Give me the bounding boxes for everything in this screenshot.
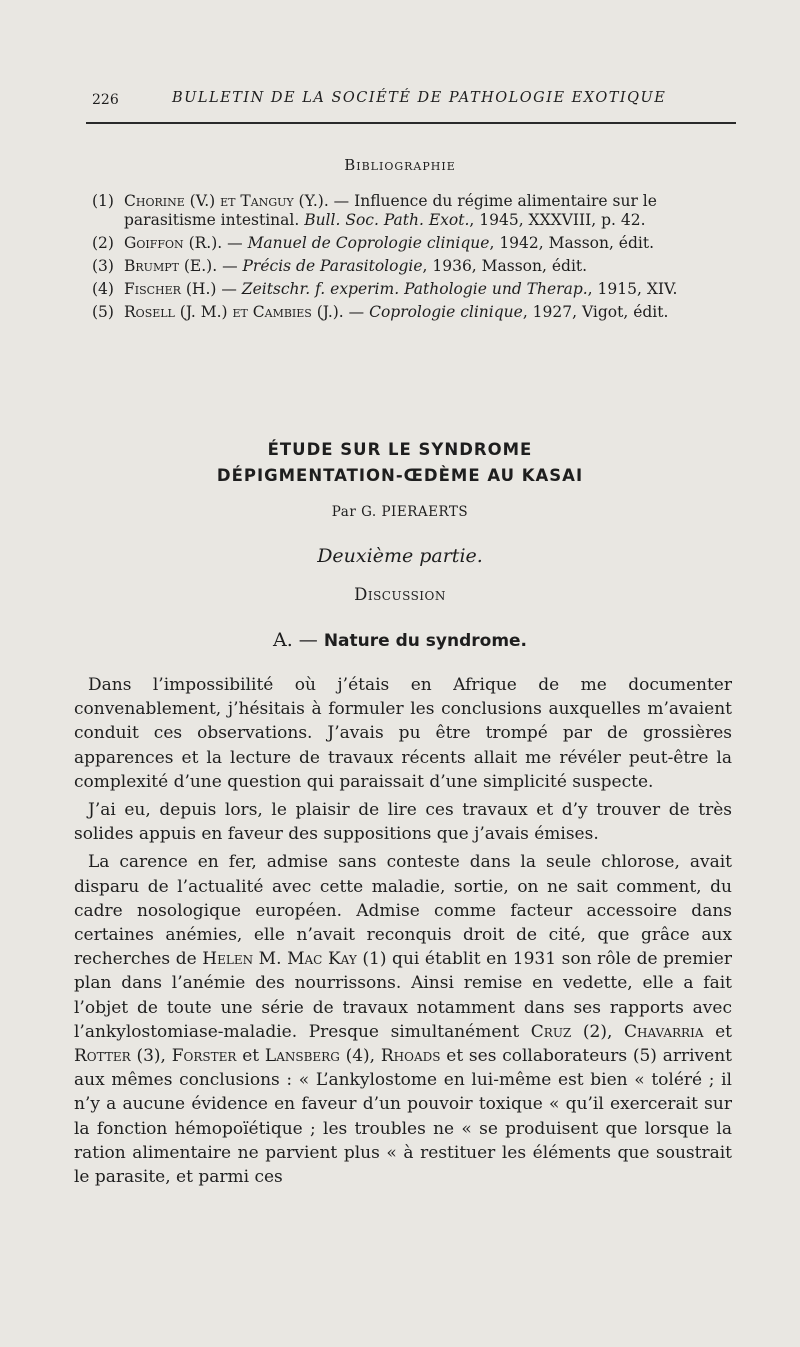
entry-number: (2) [92, 234, 114, 252]
entry-text: — [217, 257, 243, 275]
author-name: Lansberg [264, 1046, 340, 1067]
bibliography-entry [92, 257, 736, 276]
author-name: Cruz [530, 1021, 572, 1042]
entry-authors: Fischer (H.) [124, 280, 217, 298]
section-heading [0, 629, 800, 651]
article-title-line-2: DÉPIGMENTATION-ŒDÈME AU KASAI [216, 466, 584, 485]
bibliography-entry [92, 234, 736, 253]
entry-number: (3) [92, 257, 114, 275]
entry-authors: Chorine (V.) et Tanguy (Y.). [124, 192, 329, 210]
article-title [0, 437, 800, 489]
paragraph-3-text: et [236, 1046, 265, 1067]
entry-number: (5) [92, 303, 114, 321]
paragraph-3-text: (2), [571, 1021, 624, 1042]
author-name: Helen M. Mac Kay [202, 949, 357, 970]
part-heading: Deuxième partie. [317, 545, 483, 567]
paragraph-2: J’ai eu, depuis lors, le plaisir de lire ces travaux et d’y trouver de très solides appuis en faveur des suppositions que j’avais émises. [74, 800, 732, 845]
paragraph-3-text: (1) qui établit en 1931 son rôle de premier plan dans l’anémie des nourrissons. Ainsi remise en vedette, elle a fait l’objet de toute une série de travaux notamment dans ses rapports avec l’ankylostomiase-maladie. Presque simultanément [74, 949, 732, 1042]
bibliography-entry [92, 303, 736, 322]
author-name: Chavarria [623, 1021, 704, 1042]
paragraph-3-text: et [703, 1021, 733, 1042]
entry-text: — [216, 280, 242, 298]
entry-source: Zeitschr. f. experim. Pathologie und Therap. [241, 280, 588, 298]
paragraph-3-text: et ses collaborateurs (5) arrivent aux mêmes conclusions : « L’ankylostome en lui-même est bien « toléré ; il n’y a aucune évidence en faveur d’un pouvoir toxique « qu’il exercerait sur la fonction hémopoïétique ; les troubles ne « se produisent que lorsque la ration alimentaire ne parvient plus « à restituer les éléments que soustrait le parasite, et parmi ces [74, 1046, 732, 1188]
bibliography-entry [92, 280, 736, 299]
article-title-line-1: ÉTUDE SUR LE SYNDROME [267, 440, 533, 459]
page-number: 226 [92, 92, 119, 108]
entry-text: — Influence du régime alimentaire sur le parasitisme intestinal. [124, 192, 657, 229]
entry-source: Manuel de Coprologie clinique [247, 234, 490, 252]
author-name: Rhoads [380, 1046, 441, 1067]
paragraph-3-text: (4), [339, 1046, 381, 1067]
paragraph-3 [74, 850, 732, 1189]
running-title: BULLETIN DE LA SOCIÉTÉ DE PATHOLOGIE EXOTIQUE [172, 90, 667, 106]
paragraph-3-text: La carence en fer, admise sans conteste dans la seule chlorose, avait disparu de l’actualité avec cette maladie, sortie, on ne sait comment, du cadre nosologique européen. Admise comme facteur accessoire dans certaines anémies, elle n’avait reconquis droit de cité, que grâce aux recherches de [74, 852, 732, 970]
paragraph-3-text: (3), [130, 1046, 172, 1067]
discussion-heading: Discussion [354, 585, 446, 604]
paragraph-1: Dans l’impossibilité où j’étais en Afrique de me documenter convenablement, j’hésitais à formuler les conclusions auxquelles m’avaient conduit ces observations. J’avais pu être trompé par de grossières apparences et la lecture de travaux récents allait me révéler peut-être la complexité d’une question qui paraissait d’une simplicité suspecte. [74, 675, 732, 792]
entry-tail: , 1915, XIV. [587, 280, 678, 298]
entry-tail: , 1927, Vigot, édit. [522, 303, 669, 321]
author-name: Rotter [74, 1046, 131, 1067]
entry-authors: Brumpt (E.). [124, 257, 218, 275]
bibliography-heading: Bibliographie [344, 156, 456, 174]
entry-number: (1) [92, 192, 114, 210]
entry-tail: , 1945, XXXVIII, p. 42. [469, 211, 646, 229]
entry-text: — [343, 303, 370, 321]
body-text [74, 673, 732, 1189]
entry-source: Coprologie clinique [369, 303, 523, 321]
section-prefix: A. — [272, 629, 324, 651]
author-name: Forster [171, 1046, 237, 1067]
entry-tail: , 1942, Masson, édit. [489, 234, 655, 252]
header-rule [86, 122, 736, 124]
entry-number: (4) [92, 280, 114, 298]
entry-tail: , 1936, Masson, édit. [422, 257, 588, 275]
bibliography-list [92, 192, 736, 326]
entry-source: Précis de Parasitologie [242, 257, 423, 275]
entry-source: Bull. Soc. Path. Exot. [304, 211, 470, 229]
section-title: Nature du syndrome. [323, 631, 528, 651]
entry-text: — [222, 234, 248, 252]
article-byline: Par G. PIERAERTS [331, 504, 469, 520]
entry-authors: Rosell (J. M.) et Cambies (J.). [124, 303, 344, 321]
entry-authors: Goiffon (R.). [124, 234, 223, 252]
bibliography-entry [92, 192, 736, 230]
